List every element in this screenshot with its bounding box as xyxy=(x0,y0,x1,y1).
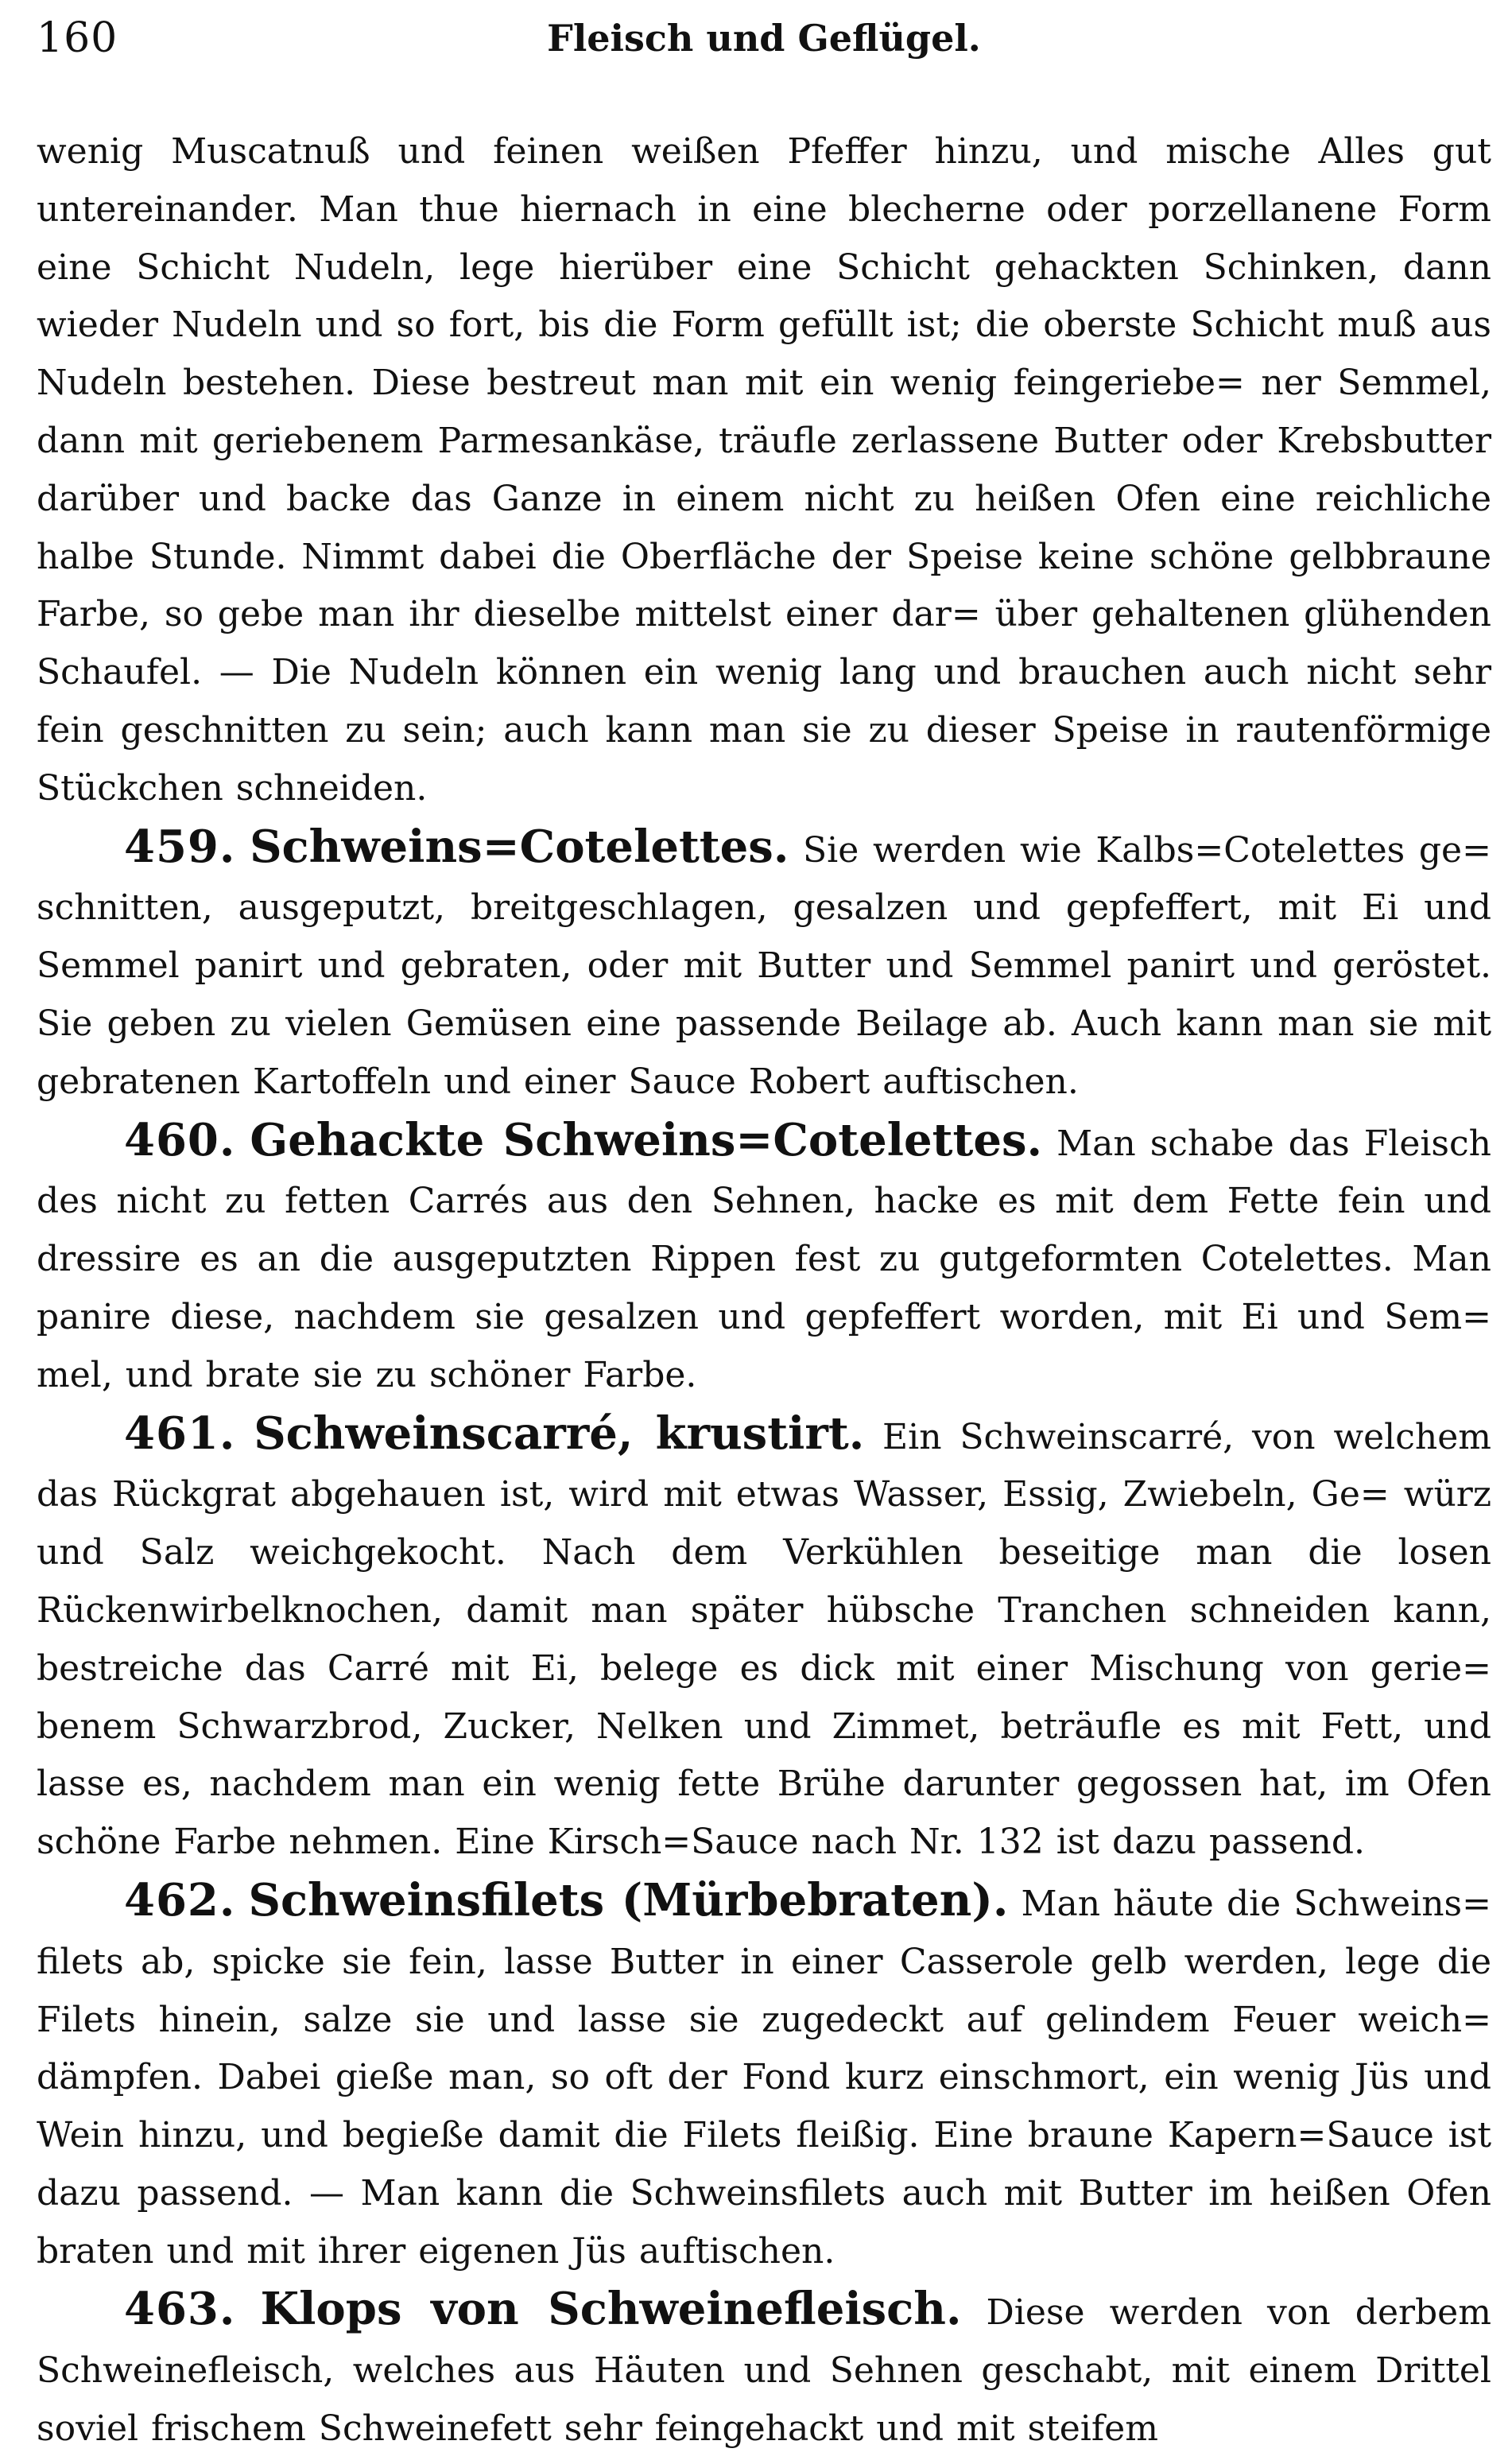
recipe-title: Gehackte Schweins=Cotelettes. xyxy=(250,1113,1043,1166)
recipe-460 xyxy=(37,1112,1491,1405)
recipe-title: Schweinsfilets (Mürbebraten). xyxy=(248,1873,1009,1927)
recipe-459 xyxy=(37,818,1491,1112)
book-page xyxy=(37,0,1491,2464)
recipe-number: 459. xyxy=(124,820,236,873)
recipe-text: Man schabe das Fleisch des nicht zu fetten Carrés aus den Sehnen, hacke es mit dem Fette fein und dressire es an die ausgeputzten Rippen fest zu gutgeformten Cotelettes. Man panire diese, nachdem sie gesalzen und gepfeffert worden, mit Ei und Sem= mel, und brate sie zu schöner Farbe. xyxy=(37,1123,1491,1395)
recipe-number: 462. xyxy=(124,1873,236,1927)
recipe-title: Schweinscarré, krustirt. xyxy=(254,1407,865,1460)
recipe-462 xyxy=(37,1872,1491,2281)
recipe-number: 463. xyxy=(124,2283,236,2336)
running-head xyxy=(37,11,1491,67)
recipe-title: Klops von Schweinefleisch. xyxy=(260,2283,962,2336)
recipe-number: 461. xyxy=(124,1407,236,1460)
recipe-463 xyxy=(37,2280,1491,2458)
page-number: 160 xyxy=(37,14,118,62)
continuation-paragraph: wenig Muscatnuß und feinen weißen Pfeffer hinzu, und mische Alles gut untereinander. Man thue hiernach in eine blecherne oder porzellanene Form eine Schicht Nudeln, lege hierüber eine Schicht gehackten Schinken, dann wieder Nudeln und so fort, bis die Form gefüllt ist; die oberste Schicht muß aus Nudeln bestehen. Diese bestreut man mit ein wenig feingeriebe= ner Semmel, dann mit geriebenem Parmesankäse, träufle zerlassene Butter oder Krebsbutter darüber und backe das Ganze in einem nicht zu heißen Ofen eine reichliche halbe Stunde. Nimmt dabei die Oberfläche der Speise keine schöne gelbbraune Farbe, so gebe man ihr dieselbe mittelst einer dar= über gehaltenen glühenden Schaufel. — Die Nudeln können ein wenig lang und brauchen auch nicht sehr fein geschnitten zu sein; auch kann man sie zu dieser Speise in rautenförmige Stückchen schneiden. xyxy=(37,131,1491,809)
recipe-461 xyxy=(37,1405,1491,1872)
recipe-text: Ein Schweinscarré, von welchem das Rückgrat abgehauen ist, wird mit etwas Wasser, Essig, Zwiebeln, Ge= würz und Salz weichgekocht. Nach dem Verkühlen beseitige man die losen Rückenwirbelknochen, damit man später hübsche Tranchen schneiden kann, bestreiche das Carré mit Ei, belege es dick mit einer Mischung von gerie= benem Schwarzbrod, Zucker, Nelken und Zimmet, beträufle es mit Fett, und lasse es, nachdem man ein wenig fette Brühe darunter gegossen hat, im Ofen schöne Farbe nehmen. Eine Kirsch=Sauce nach Nr. 132 ist dazu passend. xyxy=(37,1416,1491,1863)
recipe-title: Schweins=Cotelettes. xyxy=(250,820,789,873)
text-body xyxy=(37,123,1491,2458)
recipe-text: Man häute die Schweins= filets ab, spicke sie fein, lasse Butter in einer Casserole gelb werden, lege die Filets hinein, salze sie und lasse sie zugedeckt auf gelindem Feuer weich= dämpfen. Dabei gieße man, so oft der Fond kurz einschmort, ein wenig Jüs und Wein hinzu, und begieße damit die Filets fleißig. Eine braune Kapern=Sauce ist dazu passend. — Man kann die Schweinsfilets auch mit Butter im heißen Ofen braten und mit ihrer eigenen Jüs auftischen. xyxy=(37,1883,1491,2272)
recipe-text: Sie werden wie Kalbs=Cotelettes ge= schnitten, ausgeputzt, breitgeschlagen, gesalzen und gepfeffert, mit Ei und Semmel panirt und gebraten, oder mit Butter und Semmel panirt und geröstet. Sie geben zu vielen Gemüsen eine passende Beilage ab. Auch kann man sie mit gebratenen Kartoffeln und einer Sauce Robert auftischen. xyxy=(37,829,1491,1102)
recipe-text: Diese werden von derbem Schweinefleisch, welches aus Häuten und Sehnen geschabt, mit einem Drittel soviel frischem Schweinefett sehr feingehackt und mit steifem xyxy=(37,2292,1491,2450)
running-title: Fleisch und Geflügel. xyxy=(547,17,981,60)
recipe-number: 460. xyxy=(124,1113,236,1166)
